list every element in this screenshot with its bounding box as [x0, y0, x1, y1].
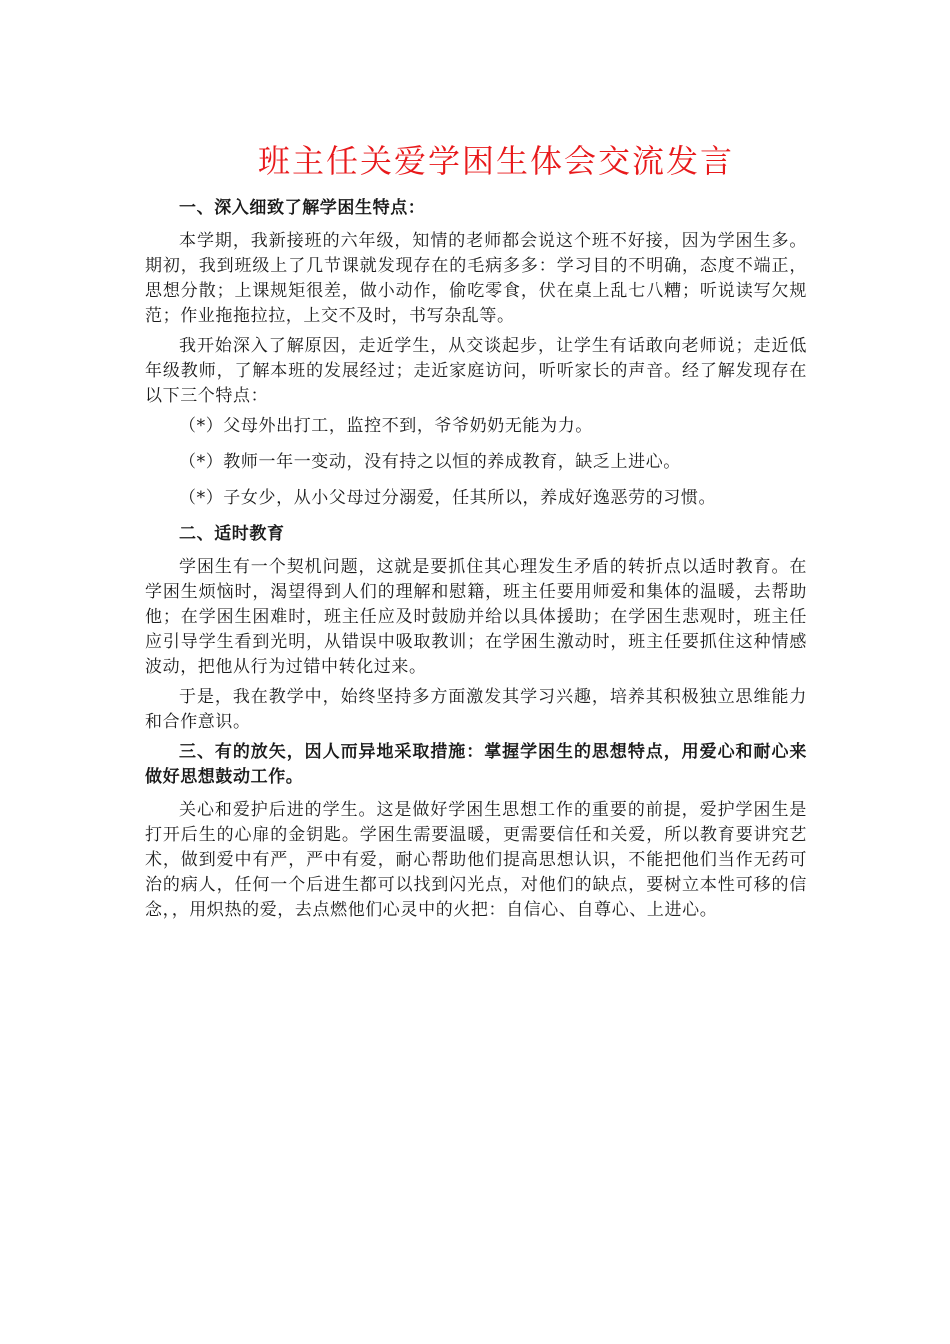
- section-1-paragraph-1: 本学期，我新接班的六年级，知情的老师都会说这个班不好接，因为学困生多。期初，我到班级上了几节课就发现存在的毛病多多：学习目的不明确，态度不端正，思想分散；上课规矩很差，做小动作，偷吃零食，伏在桌上乱七八糟；听说读写欠规范；作业拖拖拉拉，上交不及时，书写杂乱等。: [145, 231, 807, 326]
- section-1-item-1: （*）父母外出打工，监控不到，爷爷奶奶无能为力。: [179, 416, 593, 436]
- section-1-item-2: （*）教师一年一变动，没有持之以恒的养成教育，缺乏上进心。: [179, 452, 681, 472]
- section-1-heading: 一、深入细致了解学困生特点：: [179, 198, 426, 218]
- section-2-paragraph-2: 于是，我在教学中，始终坚持多方面激发其学习兴趣，培养其积极独立思维能力和合作意识。: [145, 687, 807, 732]
- section-2-paragraph-1: 学困生有一个契机问题，这就是要抓住其心理发生矛盾的转折点以适时教育。在学困生烦恼时，渴望得到人们的理解和慰籍，班主任要用师爱和集体的温暖，去帮助他；在学困生困难时，班主任应及时鼓励并给以具体援助；在学困生悲观时，班主任应引导学生看到光明，从错误中吸取教训；在学困生激动时，班主任要抓住这种情感波动，把他从行为过错中转化过来。: [145, 557, 807, 677]
- section-3-heading: 三、有的放矢，因人而异地采取措施：掌握学困生的思想特点，用爱心和耐心来做好思想鼓动工作。: [145, 742, 807, 787]
- section-2-heading: 二、适时教育: [179, 524, 285, 544]
- section-3-paragraph-1: 关心和爱护后进的学生。这是做好学困生思想工作的重要的前提，爱护学困生是打开后生的心扉的金钥匙。学困生需要温暖，更需要信任和关爱，所以教育要讲究艺术，做到爱中有严，严中有爱，耐心帮助他们提高思想认识，不能把他们当作无药可治的病人，任何一个后进生都可以找到闪光点，对他们的缺点，要树立本性可移的信念，，用炽热的爱，去点燃他们心灵中的火把：自信心、自尊心、上进心。: [145, 800, 807, 920]
- document-title: 班主任关爱学困生体会交流发言: [257, 142, 734, 180]
- section-1-item-3: （*）子女少，从小父母过分溺爱，任其所以，养成好逸恶劳的习惯。: [179, 488, 717, 508]
- section-1-paragraph-2: 我开始深入了解原因，走近学生，从交谈起步，让学生有话敢向老师说；走近低年级教师，了解本班的发展经过；走近家庭访问，听听家长的声音。经了解发现存在以下三个特点：: [145, 336, 807, 406]
- document-page: [145, 138, 807, 928]
